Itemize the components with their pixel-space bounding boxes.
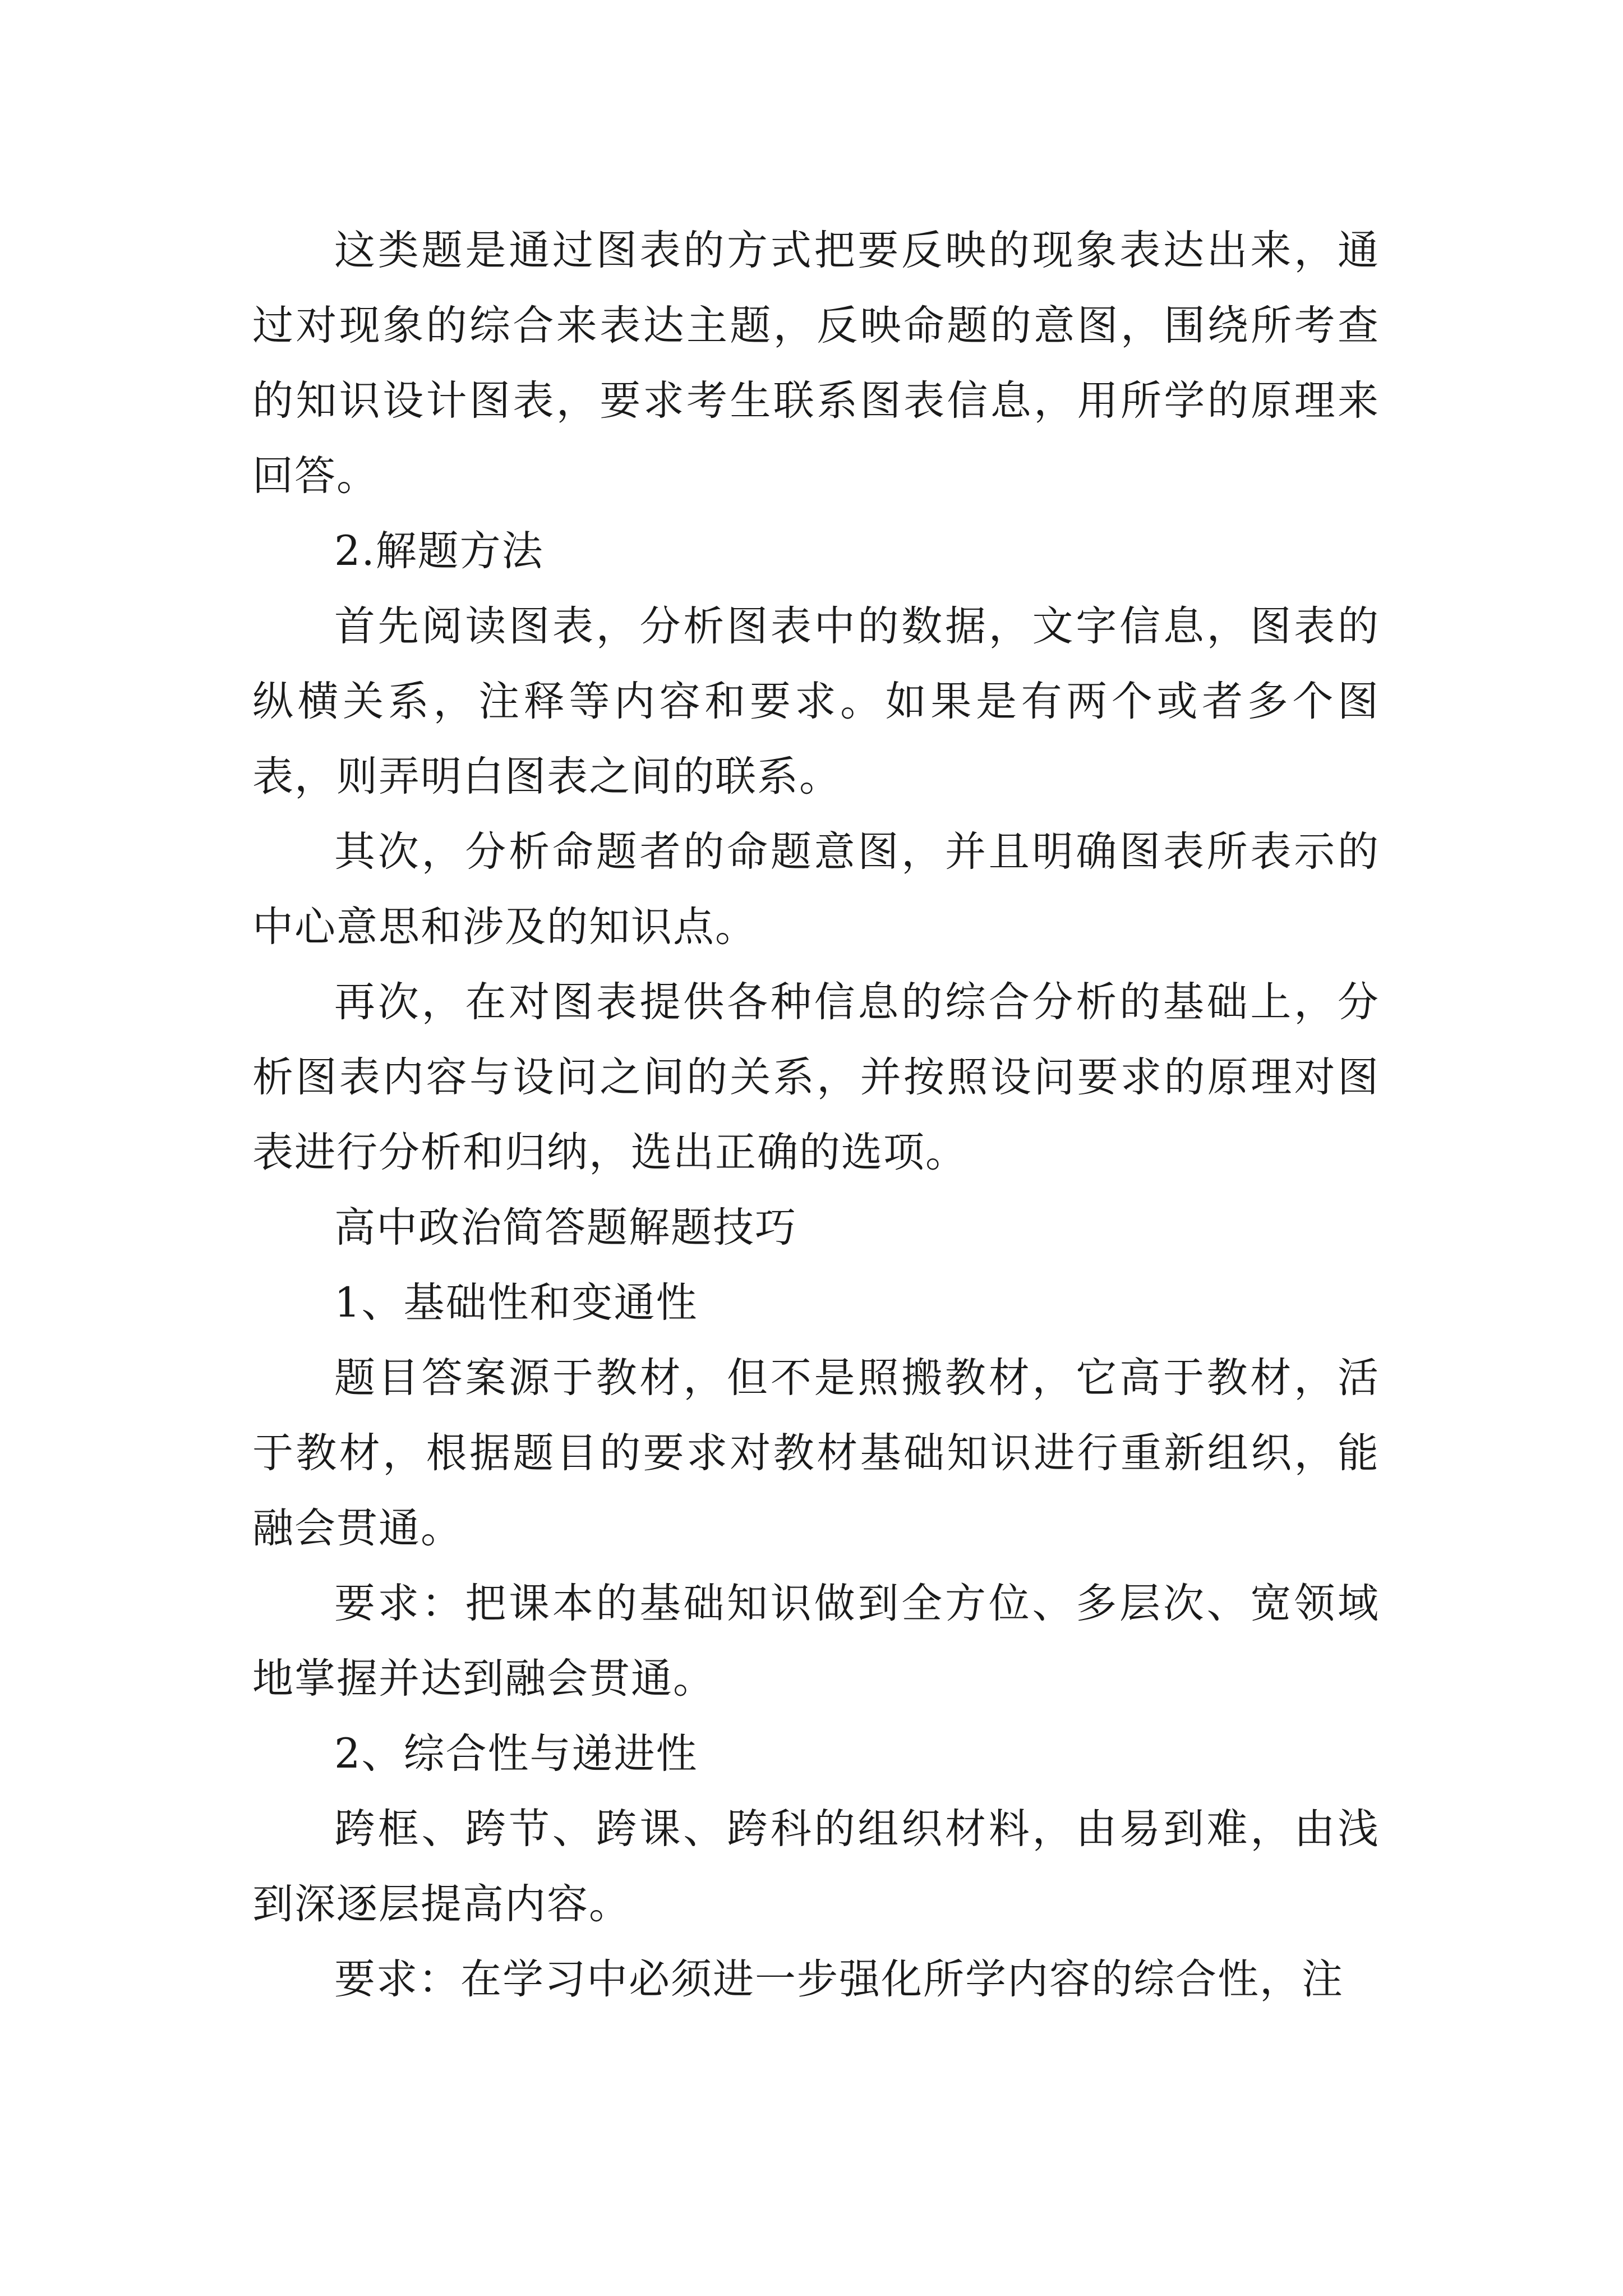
paragraph-step-third: 再次，在对图表提供各种信息的综合分析的基础上，分析图表内容与设问之间的关系，并按照设问要求的原理对图表进行分析和归纳，选出正确的选项。 [252, 978, 1380, 1176]
section-heading-solving-method: 2.解题方法 [334, 527, 544, 575]
paragraph-comprehensive-and-progressive: 跨框、跨节、跨课、跨科的组织材料，由易到难，由浅到深逐层提高内容。 [252, 1805, 1380, 1928]
subheading-comprehensive-and-progressive: 2、综合性与递进性 [334, 1730, 698, 1778]
paragraph-basic-requirement: 要求：把课本的基础知识做到全方位、多层次、宽领域地掌握并达到融会贯通。 [252, 1580, 1380, 1703]
paragraph-step-second: 其次，分析命题者的命题意图，并且明确图表所表示的中心意思和涉及的知识点。 [252, 828, 1380, 951]
paragraph-basic-and-flexible: 题目答案源于教材，但不是照搬教材，它高于教材，活于教材，根据题目的要求对教材基础知识进行重新组织，能融会贯通。 [252, 1354, 1380, 1552]
subheading-basic-and-flexible: 1、基础性和变通性 [334, 1279, 698, 1327]
section-heading-short-answer-tips: 高中政治简答题解题技巧 [334, 1204, 797, 1251]
paragraph-comprehensive-requirement: 要求：在学习中必须进一步强化所学内容的综合性，注 [334, 1955, 1344, 2003]
paragraph-chart-question-description: 这类题是通过图表的方式把要反映的现象表达出来，通过对现象的综合来表达主题，反映命题的意图，围绕所考查的知识设计图表，要求考生联系图表信息，用所学的原理来回答。 [252, 227, 1380, 500]
document-body [252, 213, 1380, 2017]
paragraph-step-first: 首先阅读图表，分析图表中的数据，文字信息，图表的纵横关系，注释等内容和要求。如果是有两个或者多个图表，则弄明白图表之间的联系。 [252, 602, 1380, 800]
